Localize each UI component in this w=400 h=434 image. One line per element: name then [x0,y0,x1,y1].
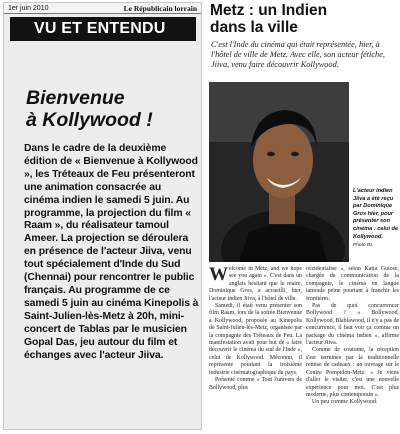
dateline [4,3,201,14]
headline-line-2: à Kollywood ! [26,109,153,131]
article-column-2 [306,266,399,407]
clipping-body: Dans le cadre de la deuxième édition de « Bienvenue à Kollywood », les Tréteaux de Feu présenteront une animation consacrée au cinéma indien le samedi 5 juin. Au programme, la projection du film « Raam », du réalisateur tamoul Ameer. La projection se déroulera en présence de l'acteur Jiiva, venu tout spécialement d'Inde du Sud (Chennai) pour rencontrer le public français. Au programme de ce samedi 5 juin au cinéma Kinepolis à Saint-Julien-lès-Metz à 20h, mini-concert de Tablas par le musicien Gopal Das, jeu autour du film et échanges avec l'acteur Jiiva. [24,143,199,361]
paragraph: Présenté comme « Tout l'univers de Bollywood, plus [209,377,302,391]
paragraph: occidentalisé », selon Katia Guiose, chargée de communication de la compagnie, le cinéma en langue tamoule peine pourtant à franchir les frontières. [306,266,399,302]
headline-line-1: Bienvenue [26,87,125,109]
article-headline-line-2: dans la ville [210,19,298,36]
publication-name: Le Républicain lorrain [123,4,197,13]
paragraph-text: elcome in Metz, and we hope see you again ». C'est dans un anglais hésitant que le maire, Dominique Gros, a accueilli, hier, l'acteur indien Jiiva, à l'hôtel de ville. [209,266,302,302]
paragraph: Pas de quoi concurrencer Bollywood ? « Bollywood, Kollywood, Blablawood, il n'y a pas de concurrence, il faut voir ça comme un package du cinéma indien », affirme l'acteur Jiiva. [306,303,399,347]
right-article [206,0,400,434]
drop-cap: W [209,266,228,285]
article-lead: C'est l'Inde du cinéma qui était représentée, hier, à l'hôtel de ville de Metz. Avec elle, son acteur fétiche, Jiiva, venu faire découvrir Kollywood. [211,40,385,69]
article-column-1 [209,266,302,392]
photo-credit: Photo RL [353,243,374,249]
photo-caption [353,188,400,250]
article-headline [210,2,327,36]
publication-date: 1er juin 2010 [8,5,49,12]
rubric-banner: VU ET ENTENDU [10,17,196,41]
caption-text: L'acteur indien Jiiva a été reçu par Dominique Gros hier, pour présenter son cinéma : celui de Kollywood. [353,188,399,240]
paragraph [209,266,302,303]
left-clipping [3,2,202,430]
article-columns [209,266,399,432]
paragraph: Un peu comme Kollywood. [312,399,378,406]
portrait-illustration [209,82,349,262]
article-headline-line-1: Metz : un Indien [210,2,328,19]
paragraph: Comme de coutume, la réception s'est terminée par la traditionnelle remise de cadeaux : un ouvrage sur le Centre Pompidou-Metz. « Je viens d'aller le visiter, c'est une nouvelle expérience pour moi. C'est plus moderne, plus contemporain ». [306,347,399,398]
paragraph: Samedi, il était venu présenter son film Raam, lors de la soirée Bienvenue à Kollywood, proposée au Kinepolis de Saint-Julien-lès-Metz, organisée par la compagnie des Tréteaux de Feu. La manifestation avait pour but de « faire découvrir le cinéma du sud de l'Inde », celui de Kollywood. Méconnu, il représente pourtant la troisième industrie cinématographique du pays. [209,303,302,376]
clipping-headline [26,87,153,131]
actor-photo [209,82,349,262]
